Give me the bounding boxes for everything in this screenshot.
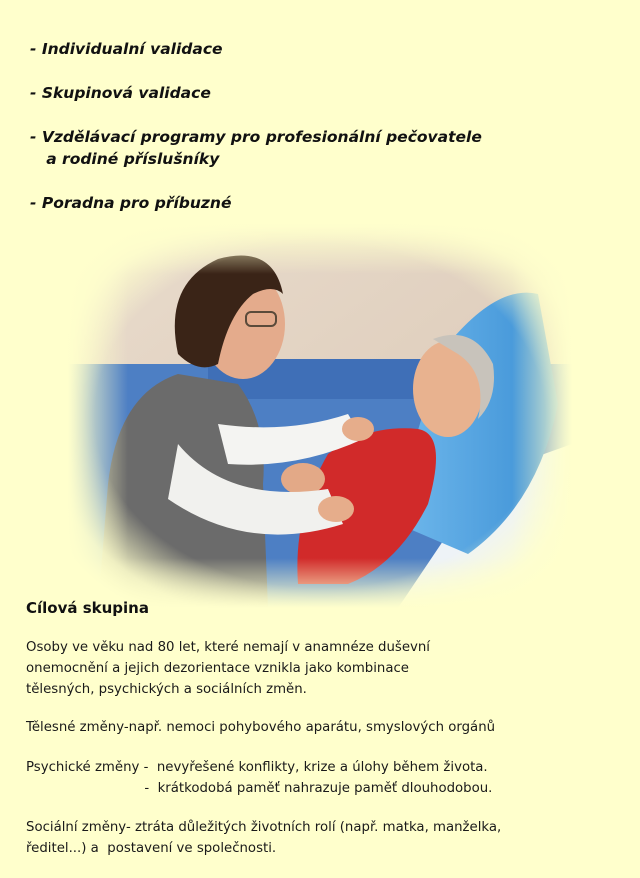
social-changes-2: ředitel...) a postavení ve společnosti. xyxy=(26,841,277,856)
bullet-education-programs-cont: a rodiné příslušníky xyxy=(30,150,220,168)
intro-line-1: Osoby ve věku nad 80 let, které nemají v anamnéze duševní xyxy=(26,640,431,655)
physical-changes: Tělesné změny-např. nemoci pohybového aparátu, smyslových orgánů xyxy=(26,720,496,735)
psychic-changes-1: Psychické změny - nevyřešené konflikty, krize a úlohy během života. xyxy=(26,760,488,775)
psychic-changes-2: - krátkodobá paměť nahrazuje paměť dlouhodobou. xyxy=(26,781,493,796)
social-changes-1: Sociální změny- ztráta důležitých životních rolí (např. matka, manželka, xyxy=(26,820,502,835)
intro-line-3: tělesných, psychických a sociálních změn. xyxy=(26,682,307,697)
bullet-education-programs: - Vzdělávací programy pro profesionální pečovatele xyxy=(30,128,482,146)
bullet-group-validation: - Skupinová validace xyxy=(30,84,211,102)
section-title-target-group: Cílová skupina xyxy=(26,599,149,617)
intro-line-2: onemocnění a jejich dezorientace vznikla jako kombinace xyxy=(26,661,409,676)
bullet-relatives-counseling: - Poradna pro příbuzné xyxy=(30,194,232,212)
photo-caregiver-with-elderly-woman xyxy=(68,224,572,608)
bullet-individual-validation: - Individualní validace xyxy=(30,40,223,58)
